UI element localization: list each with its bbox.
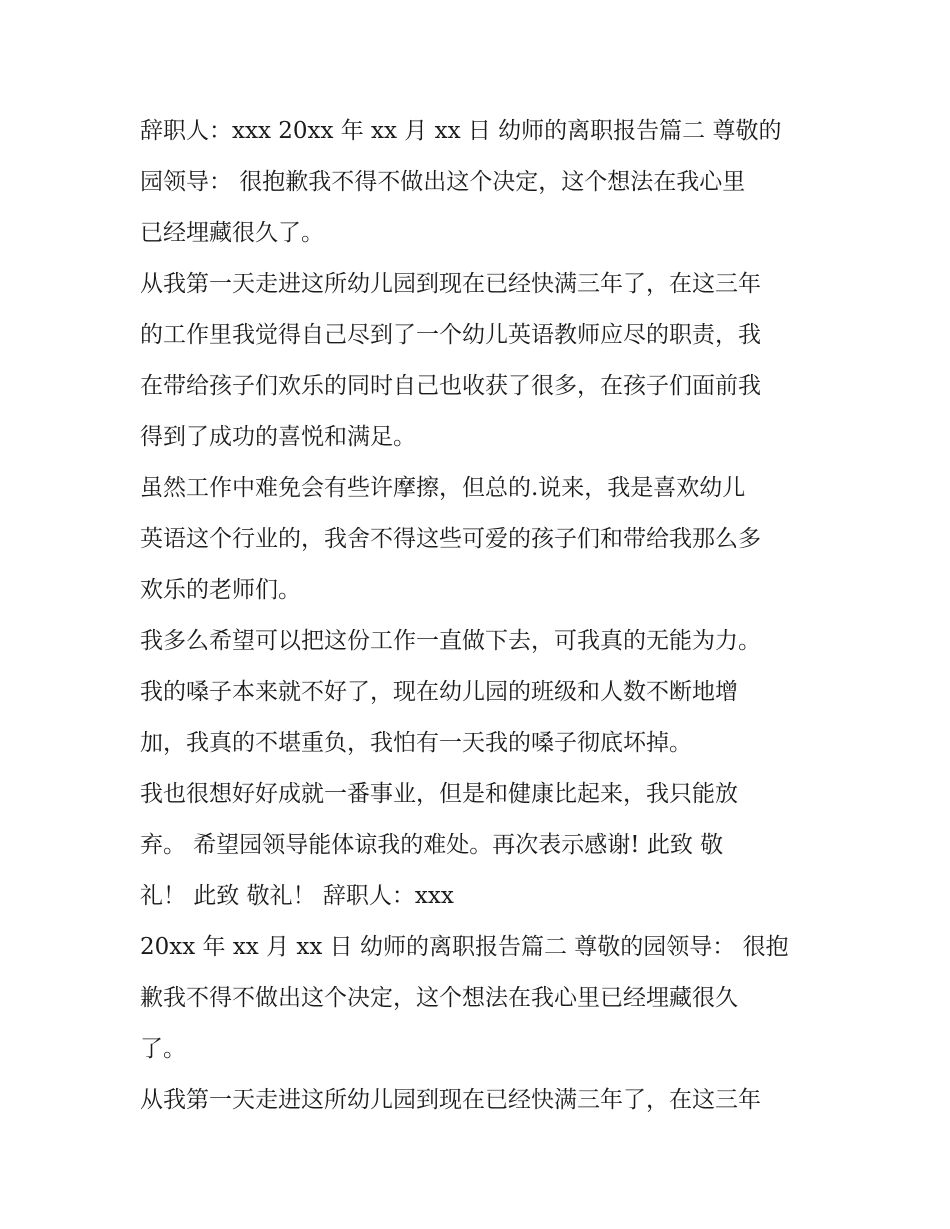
text-line: 虽然工作中难免会有些许摩擦，但总的.说来，我是喜欢幼儿	[140, 475, 746, 501]
text-line: 加，我真的不堪重负，我怕有一天我的嗓子彻底坏掉。	[140, 730, 692, 756]
text-line: 辞职人：xxx 20xx 年 xx 月 xx 日 幼师的离职报告篇二 尊敬的	[140, 118, 782, 144]
text-line: 了。	[140, 1036, 186, 1062]
text-line: 英语这个行业的，我舍不得这些可爱的孩子们和带给我那么多	[140, 526, 761, 552]
text-line: 的工作里我觉得自己尽到了一个幼儿英语教师应尽的职责，我	[140, 322, 761, 348]
text-line: 得到了成功的喜悦和满足。	[140, 424, 416, 450]
text-line: 我的嗓子本来就不好了，现在幼儿园的班级和人数不断地增	[140, 679, 738, 705]
text-line: 从我第一天走进这所幼儿园到现在已经快满三年了，在这三年	[140, 271, 761, 297]
text-line: 歉我不得不做出这个决定，这个想法在我心里已经埋藏很久	[140, 985, 738, 1011]
text-line: 欢乐的老师们。	[140, 577, 301, 603]
text-line: 我多么希望可以把这份工作一直做下去，可我真的无能为力。	[140, 628, 761, 654]
text-line: 已经埋藏很久了。	[140, 220, 324, 246]
text-line: 从我第一天走进这所幼儿园到现在已经快满三年了，在这三年	[140, 1087, 761, 1113]
text-line: 在带给孩子们欢乐的同时自己也收获了很多，在孩子们面前我	[140, 373, 761, 399]
text-line: 我也很想好好成就一番事业，但是和健康比起来，我只能放	[140, 781, 738, 807]
text-line: 20xx 年 xx 月 xx 日 幼师的离职报告篇二 尊敬的园领导： 很抱	[140, 934, 789, 960]
document-body	[140, 106, 820, 1126]
text-line: 园领导： 很抱歉我不得不做出这个决定，这个想法在我心里	[140, 169, 746, 195]
text-line: 弃。 希望园领导能体谅我的难处。再次表示感谢! 此致 敬	[140, 832, 724, 858]
text-line: 礼！ 此致 敬礼！ 辞职人：xxx	[140, 883, 454, 909]
